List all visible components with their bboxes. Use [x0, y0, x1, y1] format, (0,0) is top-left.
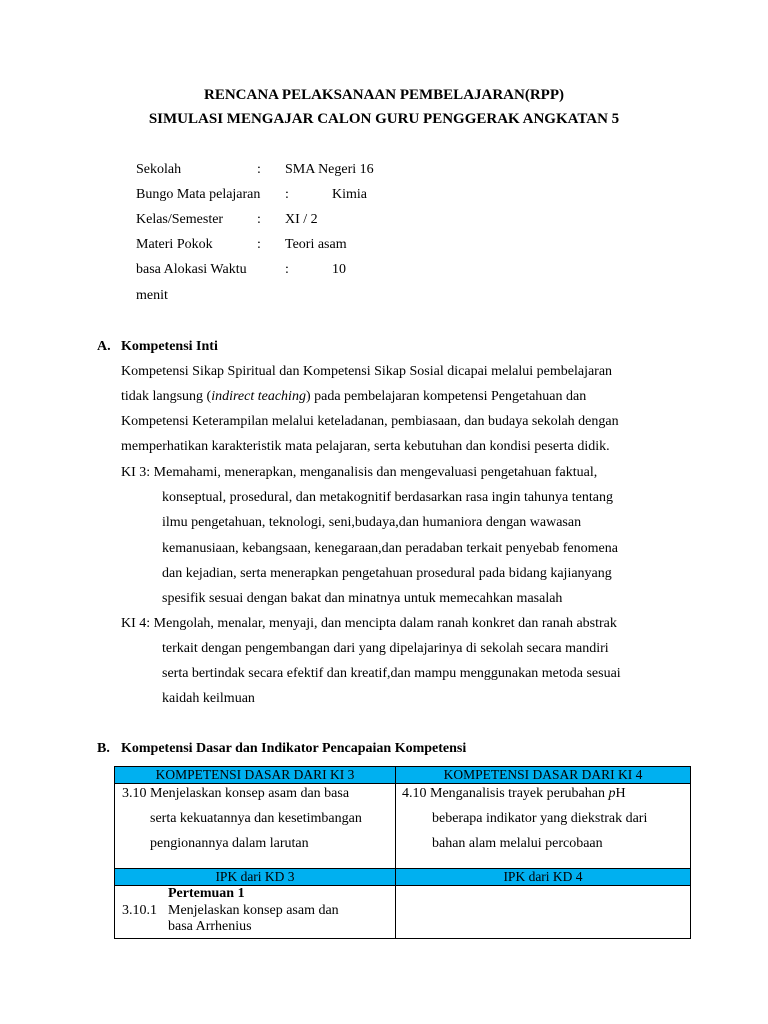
ki-paragraph-line: Kompetensi Keterampilan melalui keteladanan, pembiasaan, dan budaya sekolah dengan: [121, 414, 619, 429]
ipk-kd3-header: IPK dari KD 3: [115, 869, 396, 886]
ki-paragraph-line: tidak langsung (indirect teaching) pada pembelajaran kompetensi Pengetahuan dan: [121, 389, 587, 404]
ipk-line: Menjelaskan konsep asam dan: [168, 903, 339, 918]
ki3-line: spesifik sesuai dengan bakat dan minatnya untuk memecahkan masalah: [162, 591, 563, 606]
kd3-header: KOMPETENSI DASAR DARI KI 3: [115, 767, 396, 784]
kd3-cell: [115, 784, 396, 869]
section-a-title: Kompetensi Inti: [121, 339, 218, 354]
kd4-header: KOMPETENSI DASAR DARI KI 4: [396, 767, 691, 784]
kd4-line: bahan alam melalui percobaan: [432, 836, 603, 851]
ki4-line: KI 4: Mengolah, menalar, menyaji, dan mencipta dalam ranah konkret dan ranah abstrak: [121, 616, 617, 631]
pertemuan-label: Pertemuan 1: [168, 886, 245, 901]
kd-table: [114, 766, 691, 939]
section-b-heading: [97, 741, 466, 757]
ki4-line: serta bertindak secara efektif dan kreatif,dan mampu menggunakan metoda sesuai: [162, 666, 621, 681]
ki-paragraph-line: memperhatikan karakteristik mata pelajaran, serta kebutuhan dan kondisi peserta didik.: [121, 439, 610, 454]
mapel-value: Kimia: [332, 187, 367, 202]
mapel-colon: :: [285, 187, 289, 202]
ki3-line: dan kejadian, serta menerapkan pengetahuan prosedural pada bidang kajianyang: [162, 566, 612, 581]
indirect-teaching-term: indirect teaching: [211, 389, 306, 404]
ki3-line: KI 3: Memahami, menerapkan, menganalisis dan mengevaluasi pengetahuan faktual,: [121, 465, 598, 480]
kd3-line: pengionannya dalam larutan: [150, 836, 309, 851]
ipk-kd4-header: IPK dari KD 4: [396, 869, 691, 886]
materi-colon: :: [257, 237, 261, 252]
ki3-line: ilmu pengetahuan, teknologi, seni,budaya,dan humaniora dengan wawasan: [162, 515, 582, 530]
kd3-line: serta kekuatannya dan kesetimbangan: [150, 811, 362, 826]
section-b-number: B.: [97, 741, 110, 756]
ki3-line: kemanusiaan, kebangsaan, kenegaraan,dan peradaban terkait penyebab fenomena: [162, 541, 618, 556]
document-subtitle: SIMULASI MENGAJAR CALON GURU PENGGERAK ANGKATAN 5: [148, 111, 620, 127]
kd3-line: 3.10 Menjelaskan konsep asam dan basa: [122, 786, 350, 801]
kd4-cell: [396, 784, 691, 869]
alokasi-value: 10: [332, 262, 346, 277]
kd4-line: beberapa indikator yang diekstrak dari: [432, 811, 648, 826]
ipk-kd3-cell: [115, 886, 396, 939]
kelas-colon: :: [257, 212, 261, 227]
materi-label: Materi Pokok: [136, 237, 213, 252]
sekolah-colon: :: [257, 162, 261, 177]
ki4-line: terkait dengan pengembangan dari yang dipelajarinya di sekolah secara mandiri: [162, 641, 609, 656]
ipk-kd4-cell: [396, 886, 691, 939]
ki3-line: konseptual, prosedural, dan metakognitif berdasarkan rasa ingin tahunya tentang: [162, 490, 613, 505]
section-a-number: A.: [97, 339, 111, 354]
alokasi-colon: :: [285, 262, 289, 277]
kd4-line: 4.10 Menganalisis trayek perubahan pH: [402, 786, 626, 801]
alokasi-label: basa Alokasi Waktu: [136, 262, 247, 277]
materi-value: Teori asam: [285, 237, 347, 252]
section-b-title: Kompetensi Dasar dan Indikator Pencapaian Kompetensi: [121, 741, 467, 756]
sekolah-label: Sekolah: [136, 162, 182, 177]
ipk-number: 3.10.1: [122, 903, 157, 918]
sekolah-value: SMA Negeri 16: [285, 162, 374, 177]
mapel-label: Bungo Mata pelajaran: [136, 187, 261, 202]
document-title: RENCANA PELAKSANAAN PEMBELAJARAN(RPP): [204, 87, 564, 103]
kelas-label: Kelas/Semester: [136, 212, 224, 227]
ki-paragraph-line: Kompetensi Sikap Spiritual dan Kompetensi Sikap Sosial dicapai melalui pembelajaran: [121, 364, 613, 379]
alokasi-unit: menit: [136, 288, 168, 303]
kelas-value: XI / 2: [285, 212, 318, 227]
ki4-line: kaidah keilmuan: [162, 691, 255, 706]
ipk-line: basa Arrhenius: [168, 919, 252, 934]
section-a-heading: [97, 339, 218, 355]
